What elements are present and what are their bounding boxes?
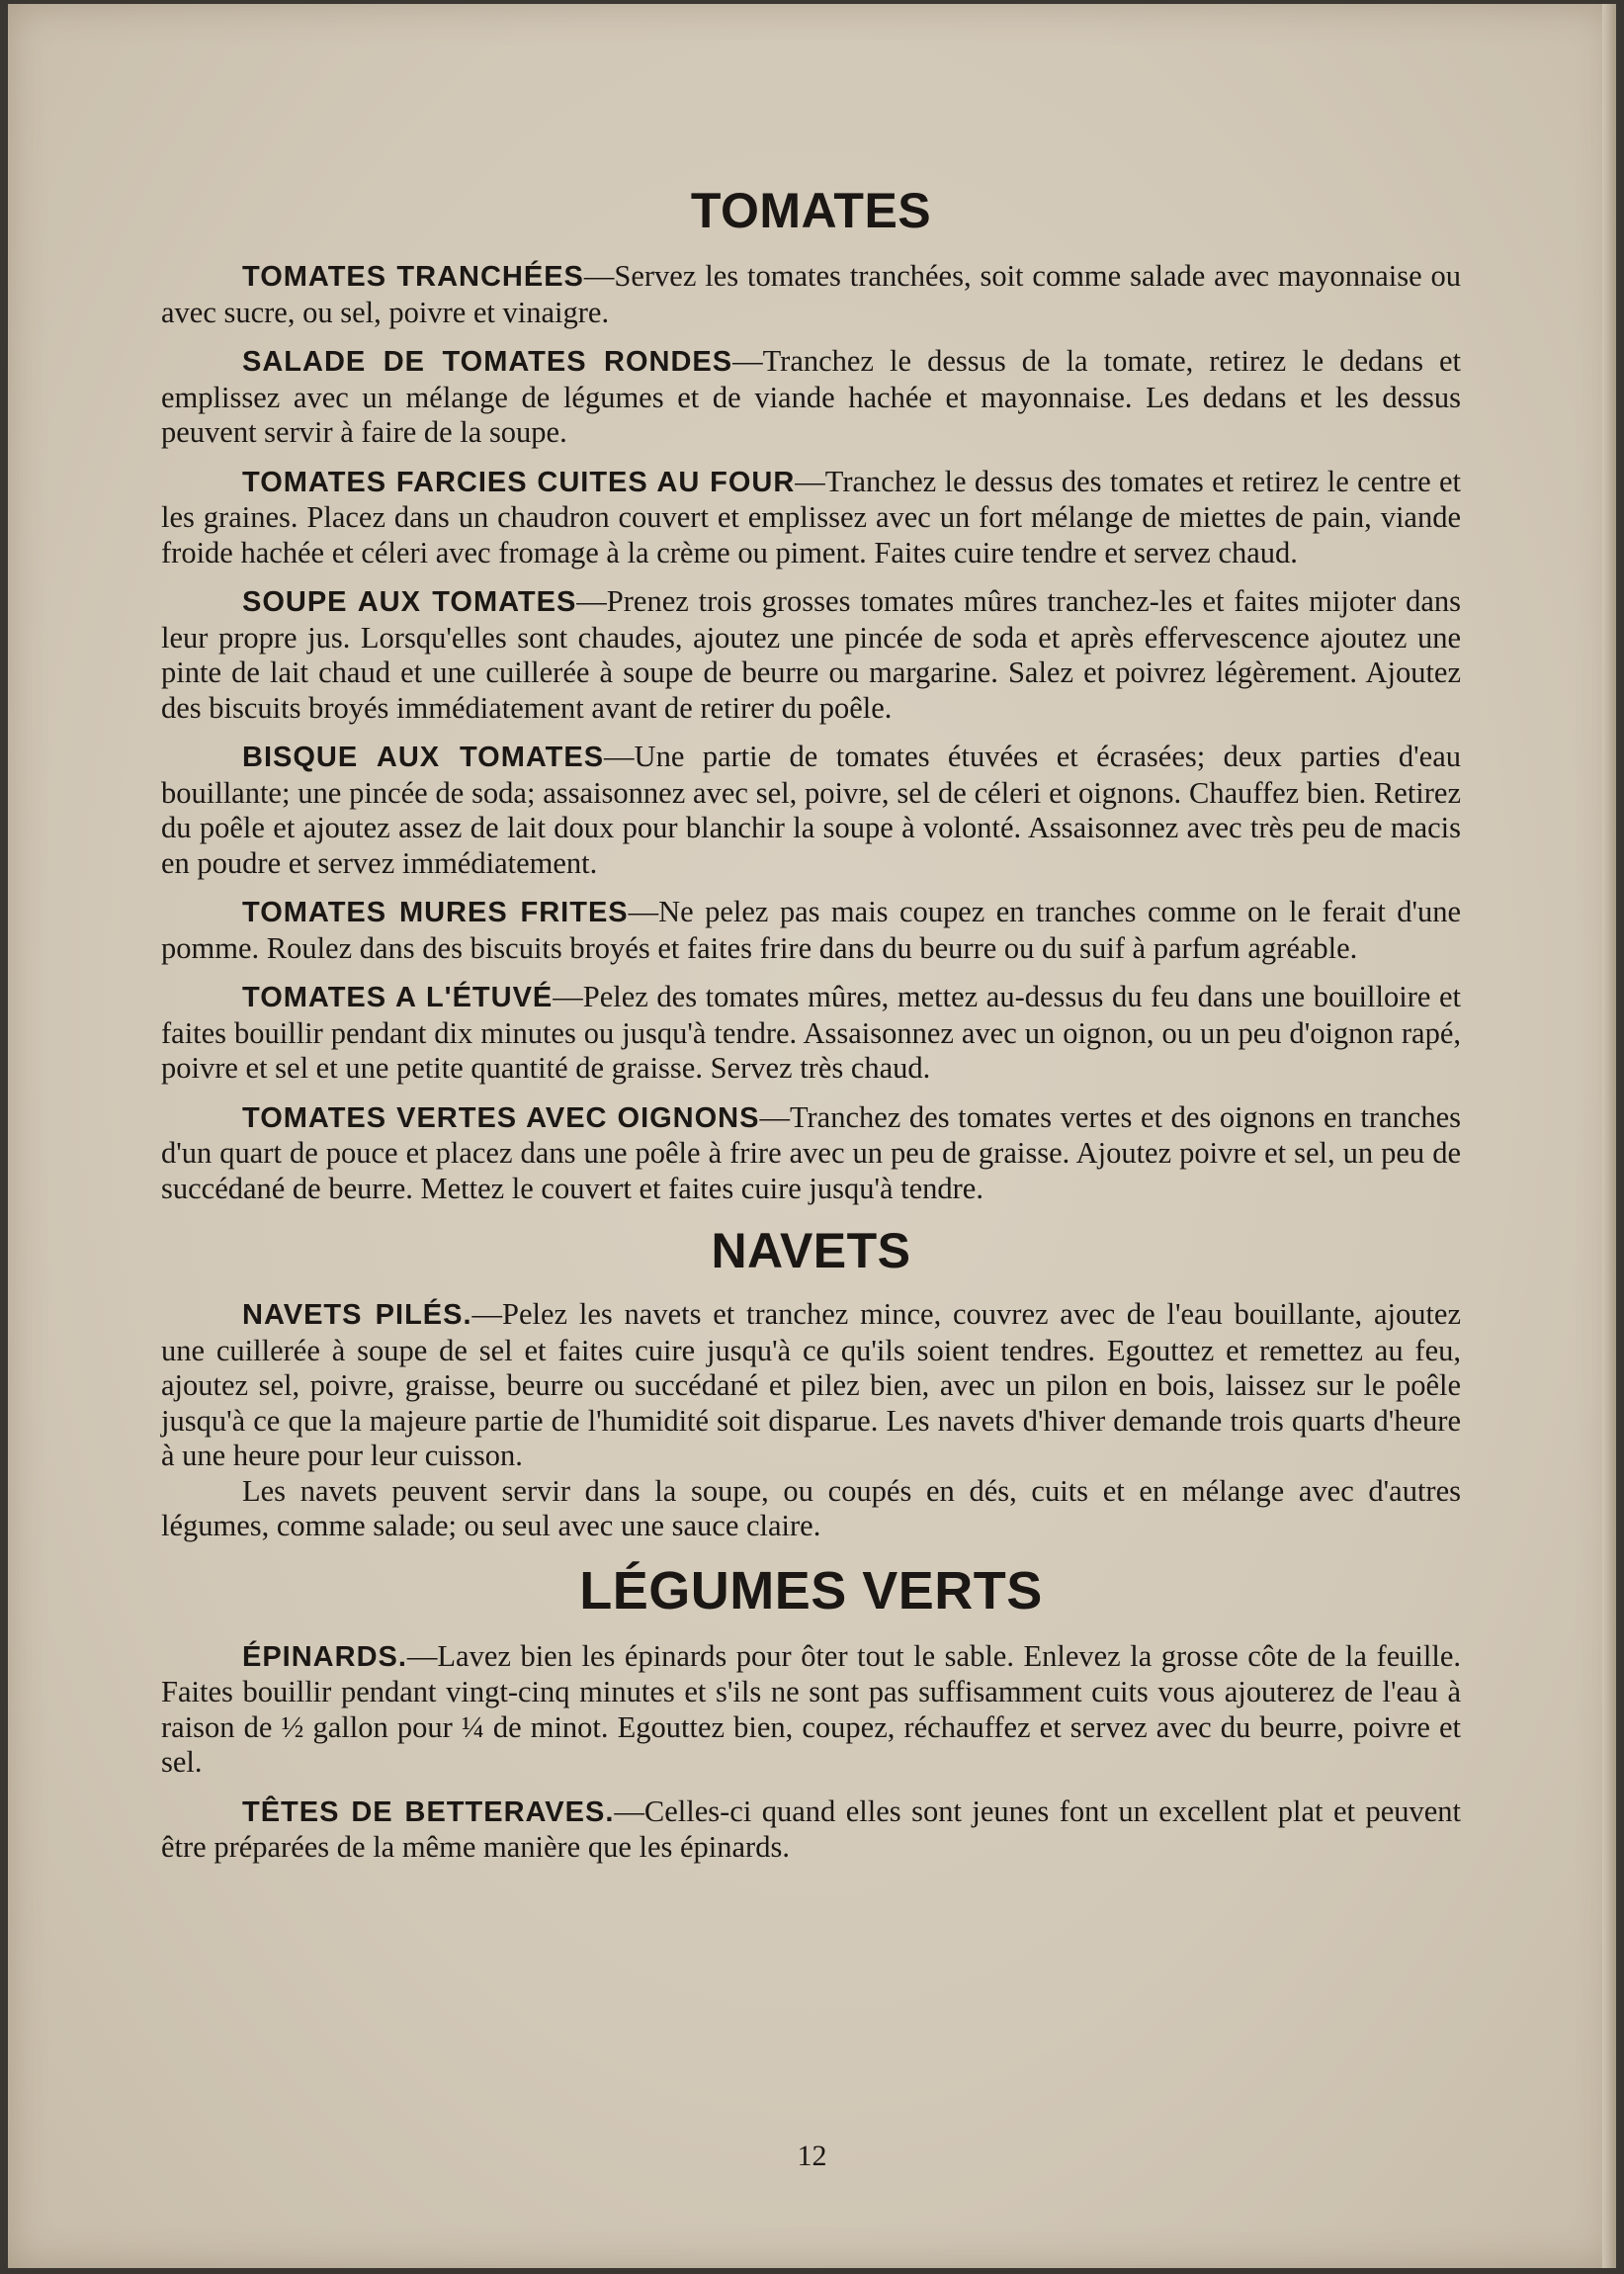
recipe-title: SALADE DE TOMATES RONDES — [242, 346, 733, 378]
recipe-title: BISQUE AUX TOMATES — [242, 742, 605, 773]
recipe-continuation: Les navets peuvent servir dans la soupe, ou coupés en dés, cuits et en mélange avec d'autres légumes, comme salade; ou seul avec une sauce claire. — [161, 1473, 1461, 1542]
section-title-tomates: TOMATES — [690, 183, 932, 238]
recipe-text: —Servez les tomates tranchées, soit comme salade avec mayonnaise ou avec sucre, ou sel, poivre et vinaigre. — [161, 259, 1462, 329]
recipe-paragraph — [161, 259, 1461, 330]
recipe-text: —Ne pelez pas mais coupez en tranches comme on le ferait d'une pomme. Roulez dans des biscuits broyés et faites frire dans du beurre ou du suif à parfum agréable. — [161, 895, 1461, 965]
recipe-paragraph — [161, 465, 1461, 571]
recipe-paragraph — [161, 895, 1461, 966]
recipe-title: ÉPINARDS. — [242, 1640, 407, 1673]
recipe-text: —Prenez trois grosses tomates mûres tranchez-les et faites mijoter dans leur propre jus. Lorsqu'elles sont chaudes, ajoutez une pincée de soda et après effervescence ajoutez une pinte de lait chaud et une cuillerée à soupe de beurre ou margarine. Salez et poivrez légèrement. Ajoutez des biscuits broyés immédiatement avant de retirer du poêle. — [161, 584, 1461, 725]
recipe-text: —Lavez bien les épinards pour ôter tout le sable. Enlevez la grosse côte de la feuille. Faites bouillir pendant vingt-cinq minutes et s'ils ne sont pas suffisamment cuits vous ajouterez de l'eau à raison de ½ gallon pour ¼ de minot. Egouttez bien, coupez, réchauffez et servez avec du beurre, poivre et sel. — [161, 1638, 1461, 1779]
recipe-text: —Pelez des tomates mûres, mettez au-dessus du feu dans une bouilloire et faites bouillir pendant dix minutes ou jusqu'à tendre. Assaisonnez avec un oignon, ou un peu d'oignon rapé, poivre et sel et une petite quantité de graisse. Servez très chaud. — [161, 980, 1461, 1085]
recipe-title: TOMATES FARCIES CUITES AU FOUR — [242, 466, 796, 498]
page-content — [161, 182, 1461, 1880]
recipe-text: —Tranchez le dessus de la tomate, retirez le dedans et emplissez avec un mélange de légumes et de viande hachée et mayonnaise. Les dedans et les dessus peuvent servir à faire de la soupe. — [161, 344, 1462, 449]
page-number: 12 — [797, 2140, 827, 2172]
recipe-paragraph — [161, 1100, 1461, 1207]
recipe-title: TÊTES DE BETTERAVES. — [242, 1795, 615, 1828]
section-title-legumes-verts: LÉGUMES VERTS — [579, 1560, 1043, 1620]
recipe-title: TOMATES TRANCHÉES — [242, 261, 584, 293]
book-page — [8, 4, 1616, 2268]
recipe-text: —Celles-ci quand elles sont jeunes font un excellent plat et peuvent être préparées de la même manière que les épinards. — [161, 1793, 1461, 1864]
recipe-title: NAVETS PILÉS. — [242, 1299, 472, 1331]
recipe-paragraph — [161, 344, 1461, 451]
recipe-paragraph — [161, 1297, 1461, 1474]
recipe-paragraph — [161, 1639, 1461, 1781]
recipe-paragraph — [161, 980, 1461, 1087]
section-title-navets: NAVETS — [711, 1223, 911, 1278]
recipe-paragraph — [161, 584, 1461, 726]
recipe-paragraph — [161, 1794, 1461, 1866]
recipe-title: TOMATES VERTES AVEC OIGNONS — [242, 1101, 760, 1134]
page-edge — [1602, 4, 1616, 2268]
recipe-text: —Tranchez le dessus des tomates et retirez le centre et les graines. Placez dans un chaudron couvert et emplissez avec un fort mélange de miettes de pain, viande froide hachée et céleri avec fromage à la crème ou piment. Faites cuire tendre et servez chaud. — [161, 464, 1461, 569]
recipe-title: TOMATES A L'ÉTUVÉ — [242, 982, 554, 1013]
recipe-paragraph — [161, 740, 1461, 881]
recipe-text: —Pelez les navets et tranchez mince, couvrez avec de l'eau bouillante, ajoutez une cuillerée à soupe de sel et faites cuire jusqu'à ce qu'ils soient tendres. Egouttez et remettez au feu, ajoutez sel, poivre, graisse, beurre ou succédané et pilez bien, avec un pilon en bois, laissez sur le poêle jusqu'à ce que la majeure partie de l'humidité soit disparue. Les navets d'hiver demande trois quarts d'heure à une heure pour leur cuisson. — [161, 1297, 1462, 1472]
recipe-title: SOUPE AUX TOMATES — [242, 586, 577, 618]
recipe-title: TOMATES MURES FRITES — [242, 897, 629, 928]
recipe-text: —Une partie de tomates étuvées et écrasées; deux parties d'eau bouillante; une pincée de soda; assaisonnez avec sel, poivre, sel de céleri et oignons. Chauffez bien. Retirez du poêle et ajoutez assez de lait doux pour blanchir la soupe à volonté. Assaisonnez avec très peu de macis en poudre et servez immédiatement. — [161, 740, 1461, 880]
recipe-text: —Tranchez des tomates vertes et des oignons en tranches d'un quart de pouce et placez dans une poêle à frire avec un peu de graisse. Ajoutez poivre et sel, un peu de succédané de beurre. Mettez le couvert et faites cuire jusqu'à tendre. — [161, 1099, 1461, 1205]
